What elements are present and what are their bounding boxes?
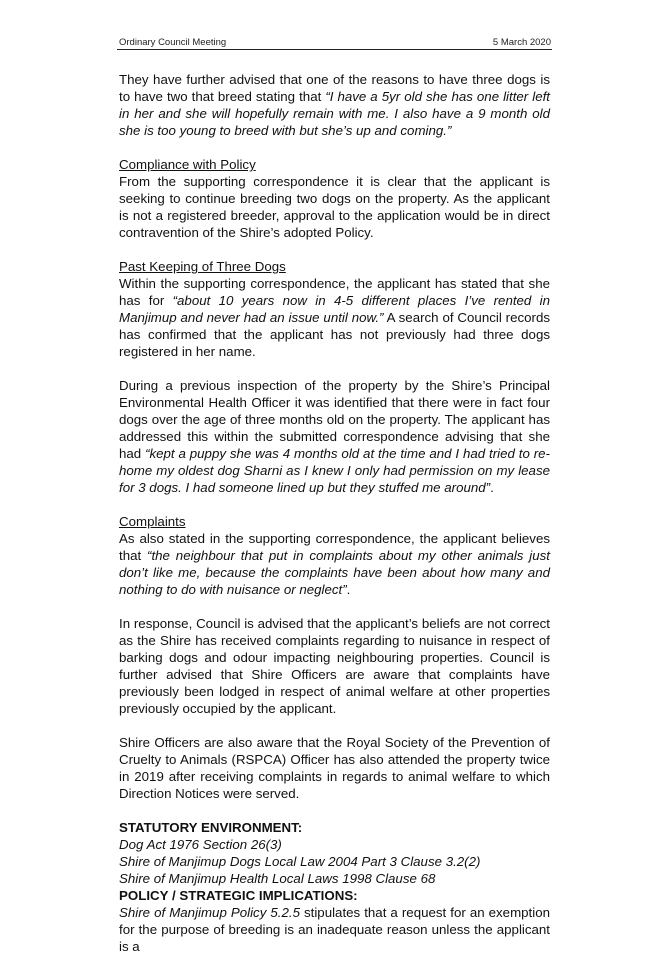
paragraph-text: . bbox=[490, 480, 494, 495]
applicant-quote: “kept a puppy she was 4 months old at the time and I had tried to re-home my oldest dog Sharni as I knew I only had permission on my lease for 3 dogs. I had someone lined up but they stuffed me around” bbox=[119, 446, 550, 495]
applicant-quote: “about 10 years now in 4-5 different places I’ve rented in Manjimup and never had an issue until now.” bbox=[119, 293, 550, 325]
paragraph-council-response: In response, Council is advised that the applicant’s beliefs are not correct as the Shire has received complaints regarding to nuisance in respect of barking dogs and odour impacting neighbouring properties. Council is further advised that Shire Officers are aware that complaints have previously been lodged in respect of animal welfare at other properties previously occupied by the applicant. bbox=[119, 616, 550, 716]
section-compliance bbox=[119, 156, 550, 241]
paragraph-rspca: Shire Officers are also aware that the Royal Society of the Prevention of Cruelty to Animals (RSPCA) Officer has also attended the property twice in 2019 after receiving complaints in regards to animal welfare to which Direction Notices were served. bbox=[119, 735, 550, 801]
law-reference: Shire of Manjimup Dogs Local Law 2004 Part 3 Clause 3.2(2) bbox=[119, 854, 481, 869]
paragraph-policy bbox=[119, 904, 550, 955]
page-header bbox=[117, 37, 552, 50]
meeting-title: Ordinary Council Meeting bbox=[119, 37, 227, 48]
law-reference: Dog Act 1976 Section 26(3) bbox=[119, 837, 282, 852]
paragraph-inspection bbox=[119, 377, 550, 496]
paragraph-text: A search of Council records has confirmed that the applicant has not previously had three dogs registered in her name. bbox=[119, 310, 550, 359]
paragraph-text: Within the supporting correspondence, the applicant has stated that she has for bbox=[119, 276, 550, 308]
paragraph-text: stipulates that a request for an exemption for the purpose of breeding is an inadequate reason unless the applicant is a bbox=[119, 905, 550, 954]
paragraph-text: They have further advised that one of the reasons to have three dogs is to have two that breed stating that bbox=[119, 72, 550, 104]
paragraph-text: From the supporting correspondence it is clear that the applicant is seeking to continue breeding two dogs on the property. As the applicant is not a registered breeder, approval to the application would be in direct contravention of the Shire’s adopted Policy. bbox=[119, 174, 550, 240]
section-complaints bbox=[119, 513, 550, 598]
document-body bbox=[119, 71, 550, 955]
policy-reference: Shire of Manjimup Policy 5.2.5 bbox=[119, 905, 300, 920]
paragraph-text: As also stated in the supporting correspondence, the applicant believes that bbox=[119, 531, 550, 563]
applicant-quote: “I have a 5yr old she has one litter left in her and she will hopefully remain with me. I also have a 9 month old she is too young to breed with but she’s up and coming.” bbox=[119, 89, 550, 138]
section-heading-complaints: Complaints bbox=[119, 514, 186, 529]
paragraph-text: . bbox=[346, 582, 351, 597]
section-heading-past-keeping: Past Keeping of Three Dogs bbox=[119, 259, 286, 274]
meeting-date: 5 March 2020 bbox=[492, 37, 551, 48]
paragraph-breeding-reason bbox=[119, 71, 550, 139]
section-heading-compliance: Compliance with Policy bbox=[119, 157, 256, 172]
policy-implications-heading: POLICY / STRATEGIC IMPLICATIONS: bbox=[119, 888, 358, 903]
applicant-quote: “the neighbour that put in complaints about my other animals just don’t like me, because the complaints have been about how many and nothing to do with nuisance or neglect” bbox=[119, 548, 550, 597]
paragraph-text: During a previous inspection of the property by the Shire’s Principal Environmental Health Officer it was identified that there were in fact four dogs over the age of three months old on the property. The applicant has addressed this within the submitted correspondence advising that she had bbox=[119, 378, 550, 461]
law-reference: Shire of Manjimup Health Local Laws 1998 Clause 68 bbox=[119, 871, 436, 886]
section-past-keeping bbox=[119, 258, 550, 360]
statutory-environment-heading: STATUTORY ENVIRONMENT: bbox=[119, 820, 303, 835]
